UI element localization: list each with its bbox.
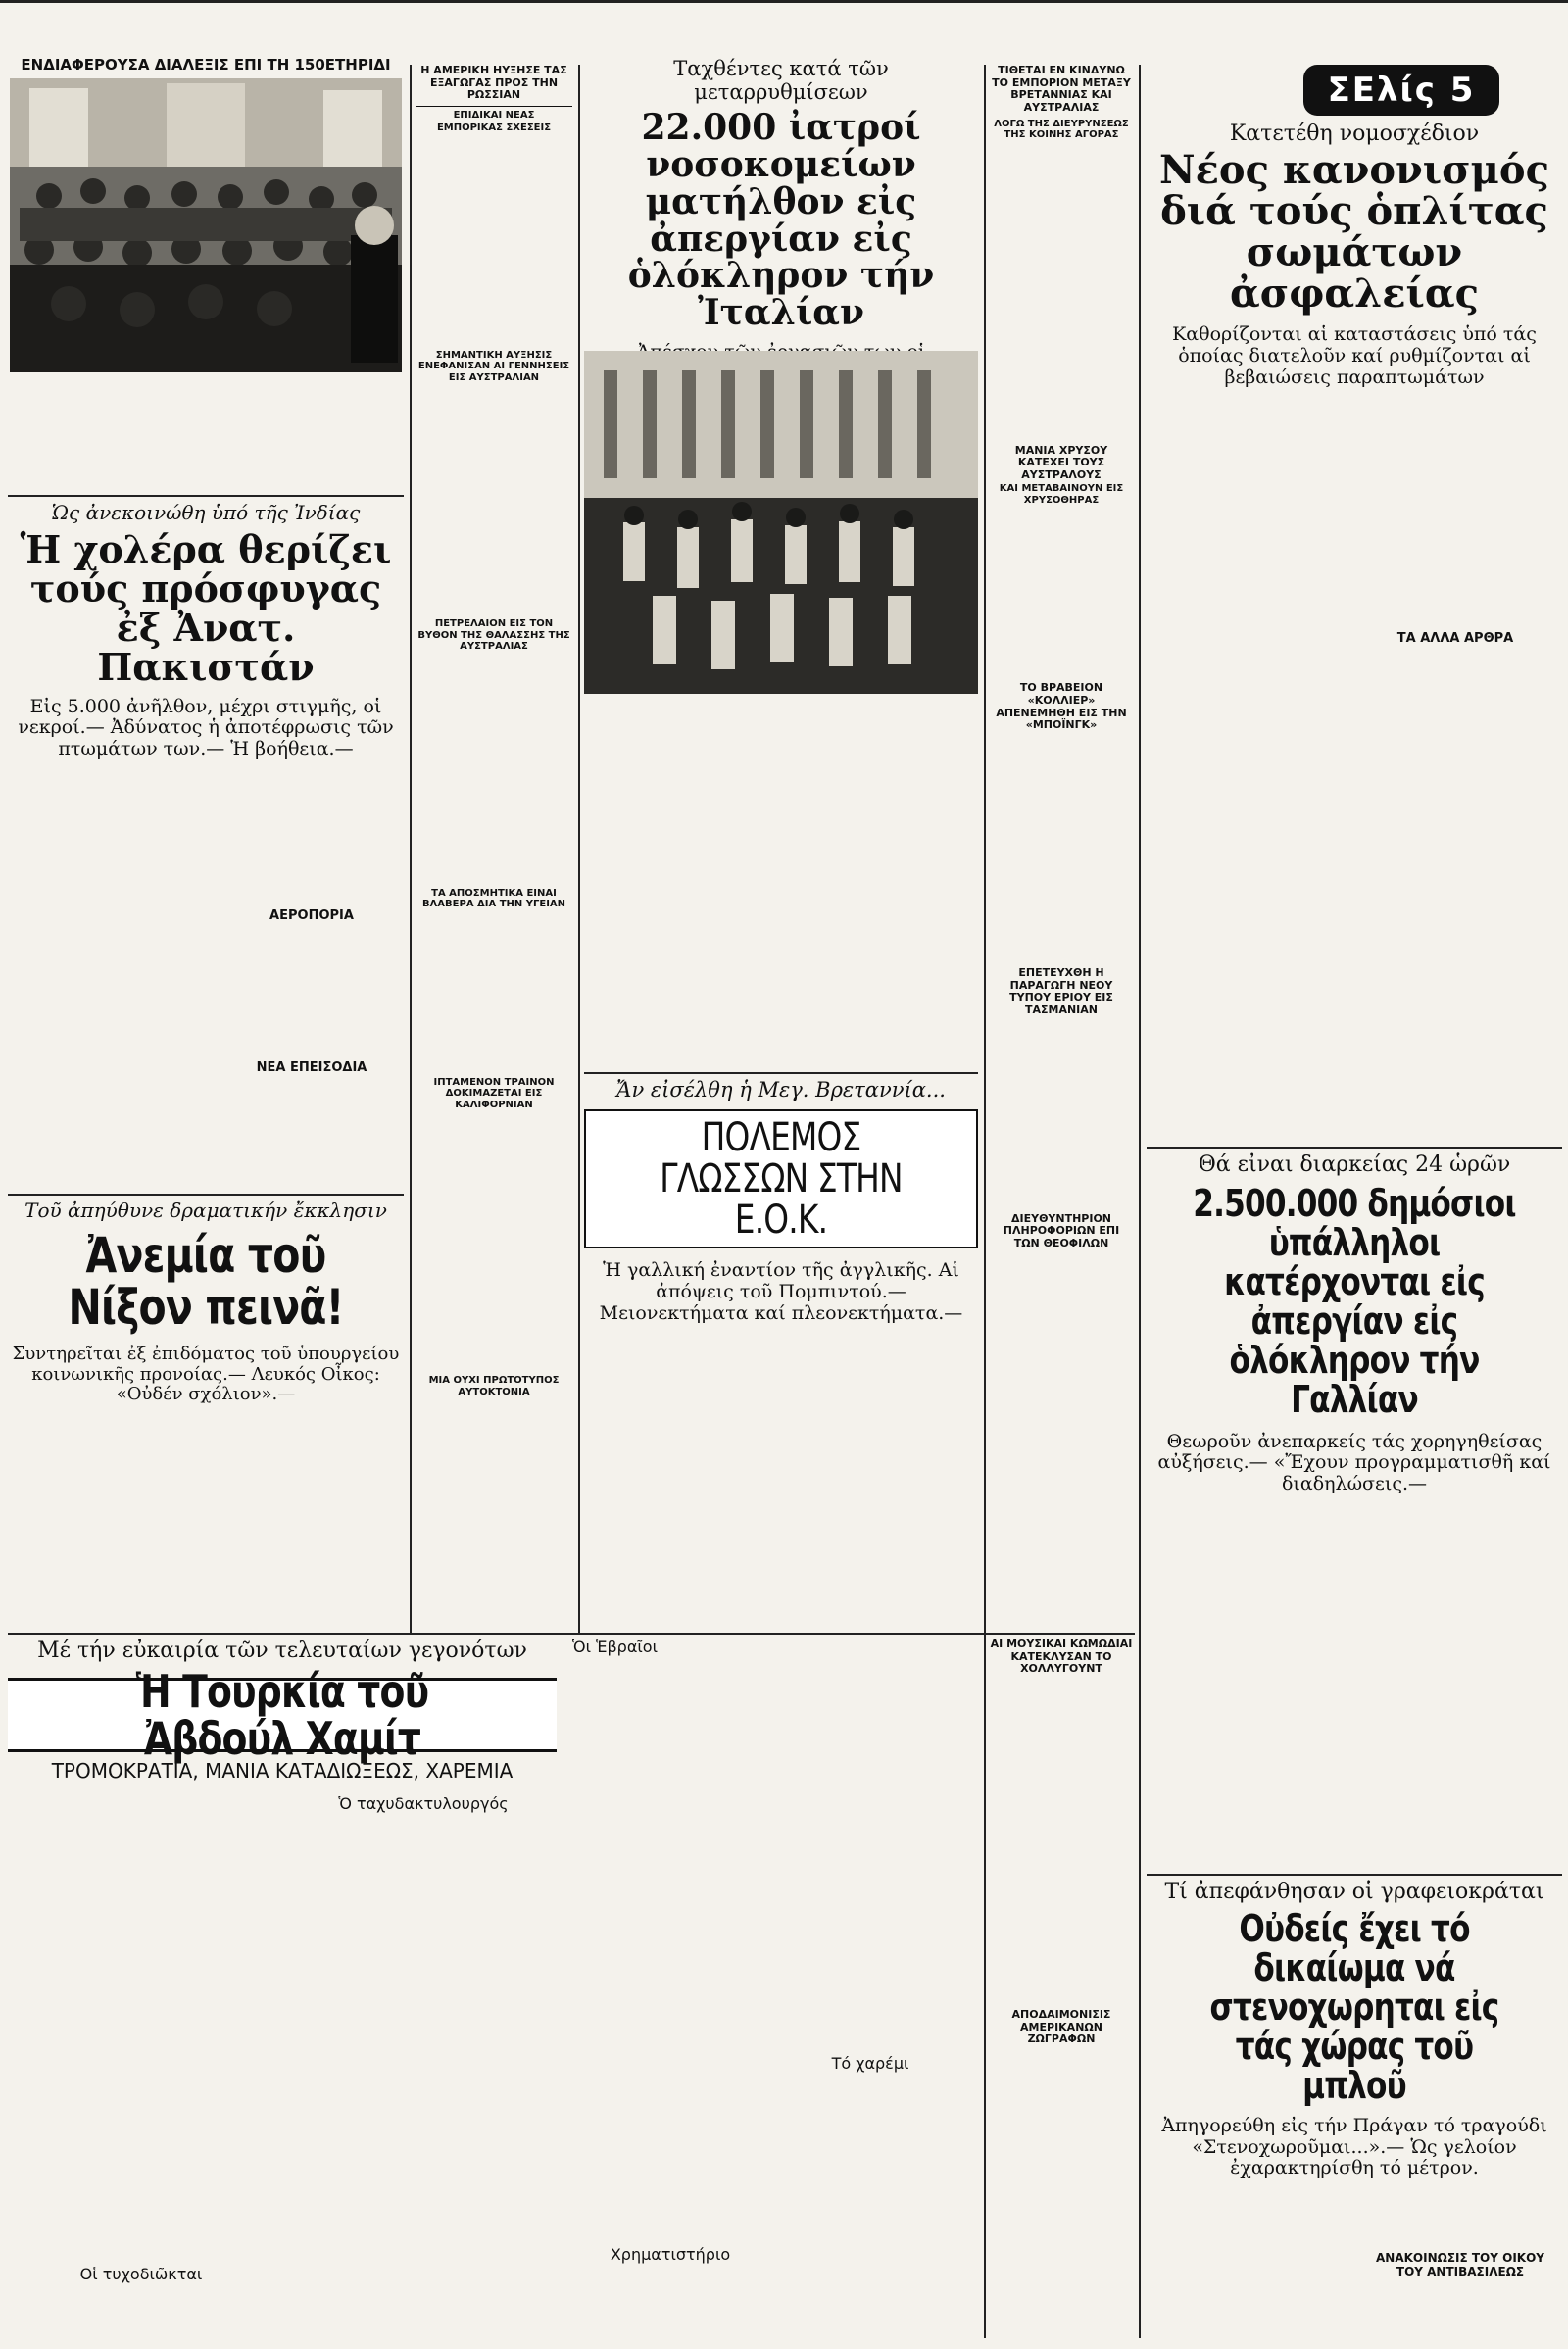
article-cholera [8,502,404,1188]
article-nixon-subhead: Συντηρεῖται ἐξ ἐπιδόματος τοῦ ὑπουργείου κοινωνικῆς προνοίας.— Λευκός Οἶκος: «Οὐδέν σχόλιον».— [12,1344,400,1405]
sector-label-aviation: ΑΕΡΟΠΟΡΙΑ [270,908,354,923]
italy-photo [584,351,978,694]
col4-h1: ΤΙΘΕΤΑΙ ΕΝ ΚΙΝΔΥΝΩ ΤΟ ΕΜΠΟΡΙΟΝ ΜΕΤΑΞΥ ΒΡΕΤΑΝΝΙΑΣ ΚΑΙ ΑΥΣΤΡΑΛΙΑΣ [992,65,1131,114]
rule-bottom-top [8,1633,1135,1635]
col2-h1: Η ΑΜΕΡΙΚΗ ΗΥΞΗΣΕ ΤΑΣ ΕΞΑΓΩΓΑΣ ΠΡΟΣ ΤΗΝ ΡΩΣΣΙΑΝ [420,65,567,102]
top-rule [0,0,1568,3]
article-eec-subhead: Ἡ γαλλική ἐναντίον τῆς ἀγγλικῆς. Αἱ ἀπόψεις τοῦ Πομπιντού.— Μειονεκτήματα καί πλεονεκτήματα.— [599,1259,963,1324]
col4-h2: ΜΑΝΙΑ ΧΡΥΣΟΥ ΚΑΤΕΧΕΙ ΤΟΥΣ ΑΥΣΤΡΑΛΟΥΣ [1014,443,1108,481]
article-prague-kicker: Τί ἀπεφάνθησαν οἱ γραφειοκράται [1164,1880,1544,1904]
italy-photo-image [584,351,978,694]
article-eec-kicker: Ἄν εἰσέλθη ἡ Μεγ. Βρεταννία... [616,1078,946,1101]
article-prague [1147,1880,1562,2340]
col2-body-4 [416,914,572,1071]
section-badge: ΣΕλίς 5 [1303,65,1499,116]
col2-h2: ΣΗΜΑΝΤΙΚΗ ΑΥΞΗΣΙΣ ΕΝΕΦΑΝΙΣΑΝ ΑΙ ΓΕΝΝΗΣΕΙΣ ΕΙΣ ΑΥΣΤΡΑΛΙΑΝ [417,349,570,383]
article-italy-kicker: Ταχθέντες κατά τῶν μεταρρυθμίσεων [673,57,889,105]
col4-body-4 [990,1021,1133,1207]
article-italy-body [584,733,978,1056]
col4-h7: ΑΠΟΔΑΙΜΟΝΙΣΙΣ ΑΜΕΡΙΚΑΝΩΝ ΖΩΓΡΑΦΩΝ [1011,2007,1111,2046]
rule-c1-2 [8,1194,404,1196]
article-nixon-body [8,1415,404,1631]
article-italy-headline: 22.000 ἰατροί νοσοκομείων ματήλθον εἰς ἀπεργίαν εἰς ὁλόκληρον τήν Ἰταλίαν [627,107,935,334]
article-turkey-banner [8,1664,557,1765]
article-police-kicker: Κατετέθη νομοσχέδιον [1229,122,1480,146]
article-eec-headline-box [584,1109,978,1248]
rule-c5-1 [1147,1147,1562,1149]
article-lecture [8,57,404,488]
article-france [1147,1152,1562,1868]
col2-h5: ΙΠΤΑΜΕΝΟΝ ΤΡΑΙΝΟΝ ΔΟΚΙΜΑΖΕΤΑΙ ΕΙΣ ΚΑΛΙΦΟΡΝΙΑΝ [433,1076,555,1110]
article-cholera-kicker: Ὡς ἀνεκοινώθη ὑπό τῆς Ἰνδίας [51,502,361,524]
col2-body-6 [416,1401,572,1480]
article-turkey-jews: Ὁι Ἑβραῖοι [572,1639,658,1656]
col4-body-3 [990,736,1133,961]
article-lecture-caption [8,380,404,486]
article-eec-headline: ΠΟΛΕΜΟΣ ΓΛΩΣΣΩΝ ΣΤΗΝ Ε.Ο.Κ. [660,1115,903,1244]
article-turkey-adventurers: Οἱ τυχοδιῶκται [79,2265,203,2283]
col2-body-2 [416,387,572,612]
article-turkey-magician: Ὁ ταχυδακτυλουργός [338,1794,509,1813]
article-police-headline: Νέος κανονισμός διά τούς ὁπλίτας σωμάτων ἀσφαλείας [1159,147,1549,318]
col4-body-2 [990,510,1133,676]
col4-body-1 [990,145,1133,439]
article-prague-regent: ΑΝΑΚΟΙΝΩΣΙΣ ΤΟΥ ΟΙΚΟΥ ΤΟΥ ΑΝΤΙΒΑΣΙΛΕΩΣ [1376,2251,1544,2278]
article-nixon-kicker: Τοῦ ἀπηύθυνε δραματικήν ἔκκλησιν [24,1199,387,1222]
article-france-subhead: Θεωροῦν ἀνεπαρκείς τάς χορηγηθείσας αὐξήσεις.— «Ἔχουν προγραμματισθῆ καί διαδηλώσεις.— [1157,1430,1551,1495]
col4-body-6 [990,1680,1133,2003]
col2-body-1 [416,138,572,344]
article-turkey-body-2 [290,1823,557,2332]
article-cholera-subhead: Εἰς 5.000 ἀνῆλθον, μέχρι στιγμῆς, οἱ νεκροί.— Ἀδύνατος ἡ ἀποτέφρωσις τῶν πτωμάτων των.— Ἡ βοήθεια.— [18,695,394,760]
article-turkey-headline: Ἡ Τουρκία τοῦ Ἀβδούλ Χαμίτ [135,1664,429,1765]
col4-h5: ΔΙΕΥΘΥΝΤΗΡΙΟΝ ΠΛΗΡΟΦΟΡΙΩΝ ΕΠΙ ΤΩΝ ΘΕΟΦΙΛΩΝ [1003,1211,1120,1249]
article-turkey-stock-exchange: Χρηματιστήριο [610,2245,731,2264]
col4-body-5 [990,1254,1133,1401]
col4-h3: ΤΟ ΒΡΑΒΕΙΟΝ «ΚΟΛΛΙΕΡ» ΑΠΕΝΕΜΗΘΗ ΕΙΣ ΤΗΝ «ΜΠΟΪΝΓΚ» [996,681,1127,732]
article-police-body [1147,399,1562,908]
rule-c1-1 [8,495,404,497]
article-cholera-headline: Ἡ χολέρα θερίζει τούς πρόσφυγας ἐξ Ἀνατ. Πακιστάν [20,527,392,689]
article-police-subhead: Καθορίζονται αἱ καταστάσεις ὑπό τάς ὁποίας διατελοῦν καί ρυθμίζονται αἱ βεβαιώσεις παραπτωμάτων [1172,323,1537,388]
article-police [1147,122,1562,1141]
rule-c3-1 [584,1072,978,1074]
col2-h3: ΠΕΤΡΕΛΑΙΟΝ ΕΙΣ ΤΟΝ ΒΥΘΟΝ ΤΗΣ ΘΑΛΑΣΣΗΣ ΤΗΣ ΑΥΣΤΡΑΛΙΑΣ [417,618,570,653]
col4-bottom [990,1639,1133,2344]
col2-stories [416,65,572,1629]
column-rule-2 [578,65,580,1633]
article-italy [584,57,978,1066]
col2-h4: ΤΑ ΑΠΟΣΜΗΤΙΚΑ ΕΙΝΑΙ ΒΛΑΒΕΡΑ ΔΙΑ ΤΗΝ ΥΓΕΙΑΝ [421,887,566,910]
article-turkey-kicker: Μέ τήν εὐκαιρία τῶν τελευταίων γεγονότων [37,1639,527,1663]
article-turkey-harem: Τό χαρέμι [831,2054,909,2073]
col4-h2b: ΚΑΙ ΜΕΤΑΒΑΙΝΟΥΝ ΕΙΣ ΧΡΥΣΟΘΗΡΑΣ [999,483,1124,506]
article-prague-subhead: Ἀπηγορεύθη εἰς τήν Πράγαν τό τραγούδι «Στενοχωροῦμαι...».— Ὡς γελοίον ἐχαρακτηρίσθη τό μέτρον. [1161,2114,1547,2179]
col2-h1b: ΕΠΙΔΙΚΑΙ ΝΕΑΣ [416,106,572,122]
col4-body-7 [990,2050,1133,2325]
article-turkey-body-1 [8,1795,274,2256]
article-turkey [8,1639,1135,2344]
article-nixon [8,1199,404,1631]
article-turkey-body-3 [572,1662,956,2054]
column-rule-4 [1139,65,1141,2338]
col4-stories [990,65,1133,1629]
col4-h1b: ΛΟΓΩ ΤΗΣ ΔΙΕΥΡΥΝΣΕΩΣ ΤΗΣ ΚΟΙΝΗΣ ΑΓΟΡΑΣ [994,118,1129,141]
lecture-photo-image [10,78,402,372]
lecture-photo [10,78,402,372]
col2-h6: ΜΙΑ ΟΥΧΙ ΠΡΩΤΟΤΥΠΟΣ ΑΥΤΟΚΤΟΝΙΑ [428,1375,560,1397]
column-rule-1 [410,65,412,1633]
article-lecture-headline: ΕΝΔΙΑΦΕΡΟΥΣΑ ΔΙΑΛΕΞΙΣ ΕΠΙ ΤΗ 150ΕΤΗΡΙΔΙ [21,57,391,73]
article-italy-caption [584,700,978,729]
article-nixon-headline: Ἀνεμία τοῦ Νίξον πεινᾶ! [68,1227,344,1336]
col4-h4: ΕΠΕΤΕΥΧΘΗ Η ΠΑΡΑΓΩΓΗ ΝΕΟΥ ΤΥΠΟΥ ΕΡΙΟΥ ΕΙΣ ΤΑΣΜΑΝΙΑΝ [1009,966,1113,1016]
article-turkey-body-4 [572,2271,956,2339]
col4-h6: ΑΙ ΜΟΥΣΙΚΑΙ ΚΩΜΩΔΙΑΙ ΚΑΤΕΚΛΥΣΑΝ ΤΟ ΧΟΛΛΥΓΟΥΝΤ [990,1639,1133,1676]
article-police-other-articles: ΤΑ ΑΛΛΑ ΑΡΘΡΑ [1396,631,1514,646]
article-eec [584,1078,978,1627]
col2-body-5 [416,1114,572,1369]
article-france-body [1147,1505,1562,1868]
article-eec-body [584,1335,978,1627]
article-prague-headline: Οὐδείς ἔχει τό δικαίωμα νά στενοχωρηται εἰς τάς χώρας τοῦ μπλοῦ [1209,1907,1499,2107]
article-france-kicker: Θά εἶναι διαρκείας 24 ὡρῶν [1198,1152,1511,1177]
col2-h1c: ΕΜΠΟΡΙΚΑΣ ΣΧΕΣΕΙΣ [436,122,552,134]
sector-label-new-incidents: ΝΕΑ ΕΠΕΙΣΟΔΙΑ [256,1060,368,1075]
col2-body-3 [416,657,572,882]
article-turkey-subhead: ΤΡΟΜΟΚΡΑΤΙΑ, ΜΑΝΙΑ ΚΑΤΑΔΙΩΞΕΩΣ, ΧΑΡΕΜΙΑ [51,1759,514,1783]
rule-c5-2 [1147,1874,1562,1876]
article-france-headline: 2.500.000 δημόσιοι ὑπάλληλοι κατέρχονται εἰς ἀπεργίαν εἰς ὁλόκληρον τήν Γαλλίαν [1193,1182,1516,1421]
